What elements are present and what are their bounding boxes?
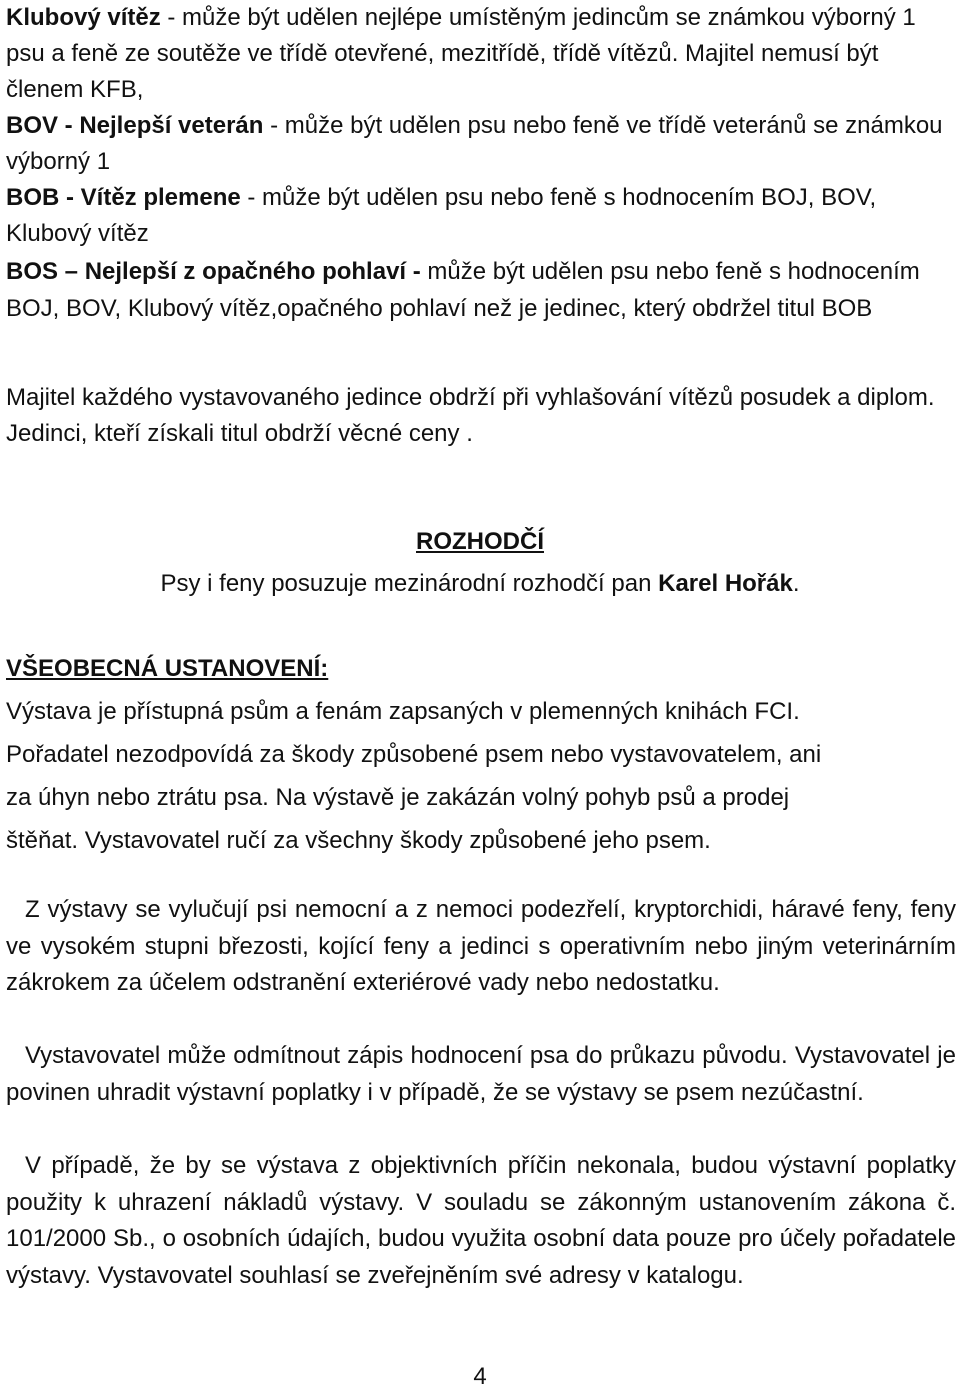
judge-name: Karel Hořák xyxy=(658,570,793,597)
award-term: BOB - Vítěz plemene xyxy=(6,184,241,211)
general-line: Výstava je přístupná psům a fenám zapsaných v plemenných knihách FCI. xyxy=(6,698,800,725)
award-description: - může být udělen psu nebo feně s hodnocením BOJ, BOV, Klubový vítěz xyxy=(6,184,877,247)
general-line: Pořadatel nezodpovídá za škody způsobené psem nebo vystavovatelem, ani xyxy=(6,741,822,768)
page-number: 4 xyxy=(473,1363,487,1390)
judges-sentence: Psy i feny posuzuje mezinárodní rozhodčí pan xyxy=(160,570,659,597)
general-line: za úhyn nebo ztrátu psa. Na výstavě je zakázán volný pohyb psů a prodej xyxy=(6,784,790,811)
award-bob xyxy=(6,180,956,252)
judges-sentence-end: . xyxy=(792,570,800,597)
award-description: - může být udělen psu nebo feně ve třídě veteránů se známkou výborný 1 xyxy=(6,112,943,175)
award-term: Klubový vítěz xyxy=(6,4,161,31)
award-bov xyxy=(6,108,956,180)
judges-text xyxy=(0,566,960,602)
award-description: - může být udělen nejlépe umístěným jedincům se známkou výborný 1 psu a feně ze soutěže ve třídě otevřené, mezitřídě, třídě vítězů. Majitel nemusí být členem KFB, xyxy=(6,4,916,103)
rule-paragraph: Vystavovatel může odmítnout zápis hodnocení psa do průkazu původu. Vystavovatel je povinen uhradit výstavní poplatky i v případě, že se výstavy se psem nezúčastní. xyxy=(6,1042,956,1106)
award-term: BOV - Nejlepší veterán xyxy=(6,112,264,139)
award-bos xyxy=(6,253,956,327)
owner-note: Majitel každého vystavovaného jedince obdrží při vyhlašování vítězů posudek a diplom. Jedinci, kteří získali titul obdrží věcné ceny . xyxy=(6,384,935,447)
general-heading: VŠEOBECNÁ USTANOVENÍ: xyxy=(6,655,329,682)
award-klubovy-vitez xyxy=(6,0,956,108)
rule-paragraph: V případě, že by se výstava z objektivních příčin nekonala, budou výstavní poplatky použity k uhrazení nákladů výstavy. V souladu se zákonným ustanovením zákona č. 101/2000 Sb., o osobních údajích, budou využita osobní data pouze pro účely pořadatele výstavy. Vystavovatel souhlasí se zveřejněním své adresy v katalogu. xyxy=(6,1152,956,1289)
judges-heading: ROZHODČÍ xyxy=(416,528,544,555)
award-description: může být udělen psu nebo feně s hodnocením BOJ, BOV, Klubový vítěz,opačného pohlaví než je jedinec, který obdržel titul BOB xyxy=(6,258,920,322)
rule-paragraph: Z výstavy se vylučují psi nemocní a z nemoci podezřelí, kryptorchidi, háravé feny, feny ve vysokém stupni březosti, kojící feny a jedinci s operativním nebo jiným veterinárním zákrokem za účelem odstranění exteriérové vady nebo nedostatku. xyxy=(6,896,956,996)
general-line: štěňat. Vystavovatel ručí za všechny škody způsobené jeho psem. xyxy=(6,827,711,854)
award-term: BOS – Nejlepší z opačného pohlaví - xyxy=(6,258,421,285)
